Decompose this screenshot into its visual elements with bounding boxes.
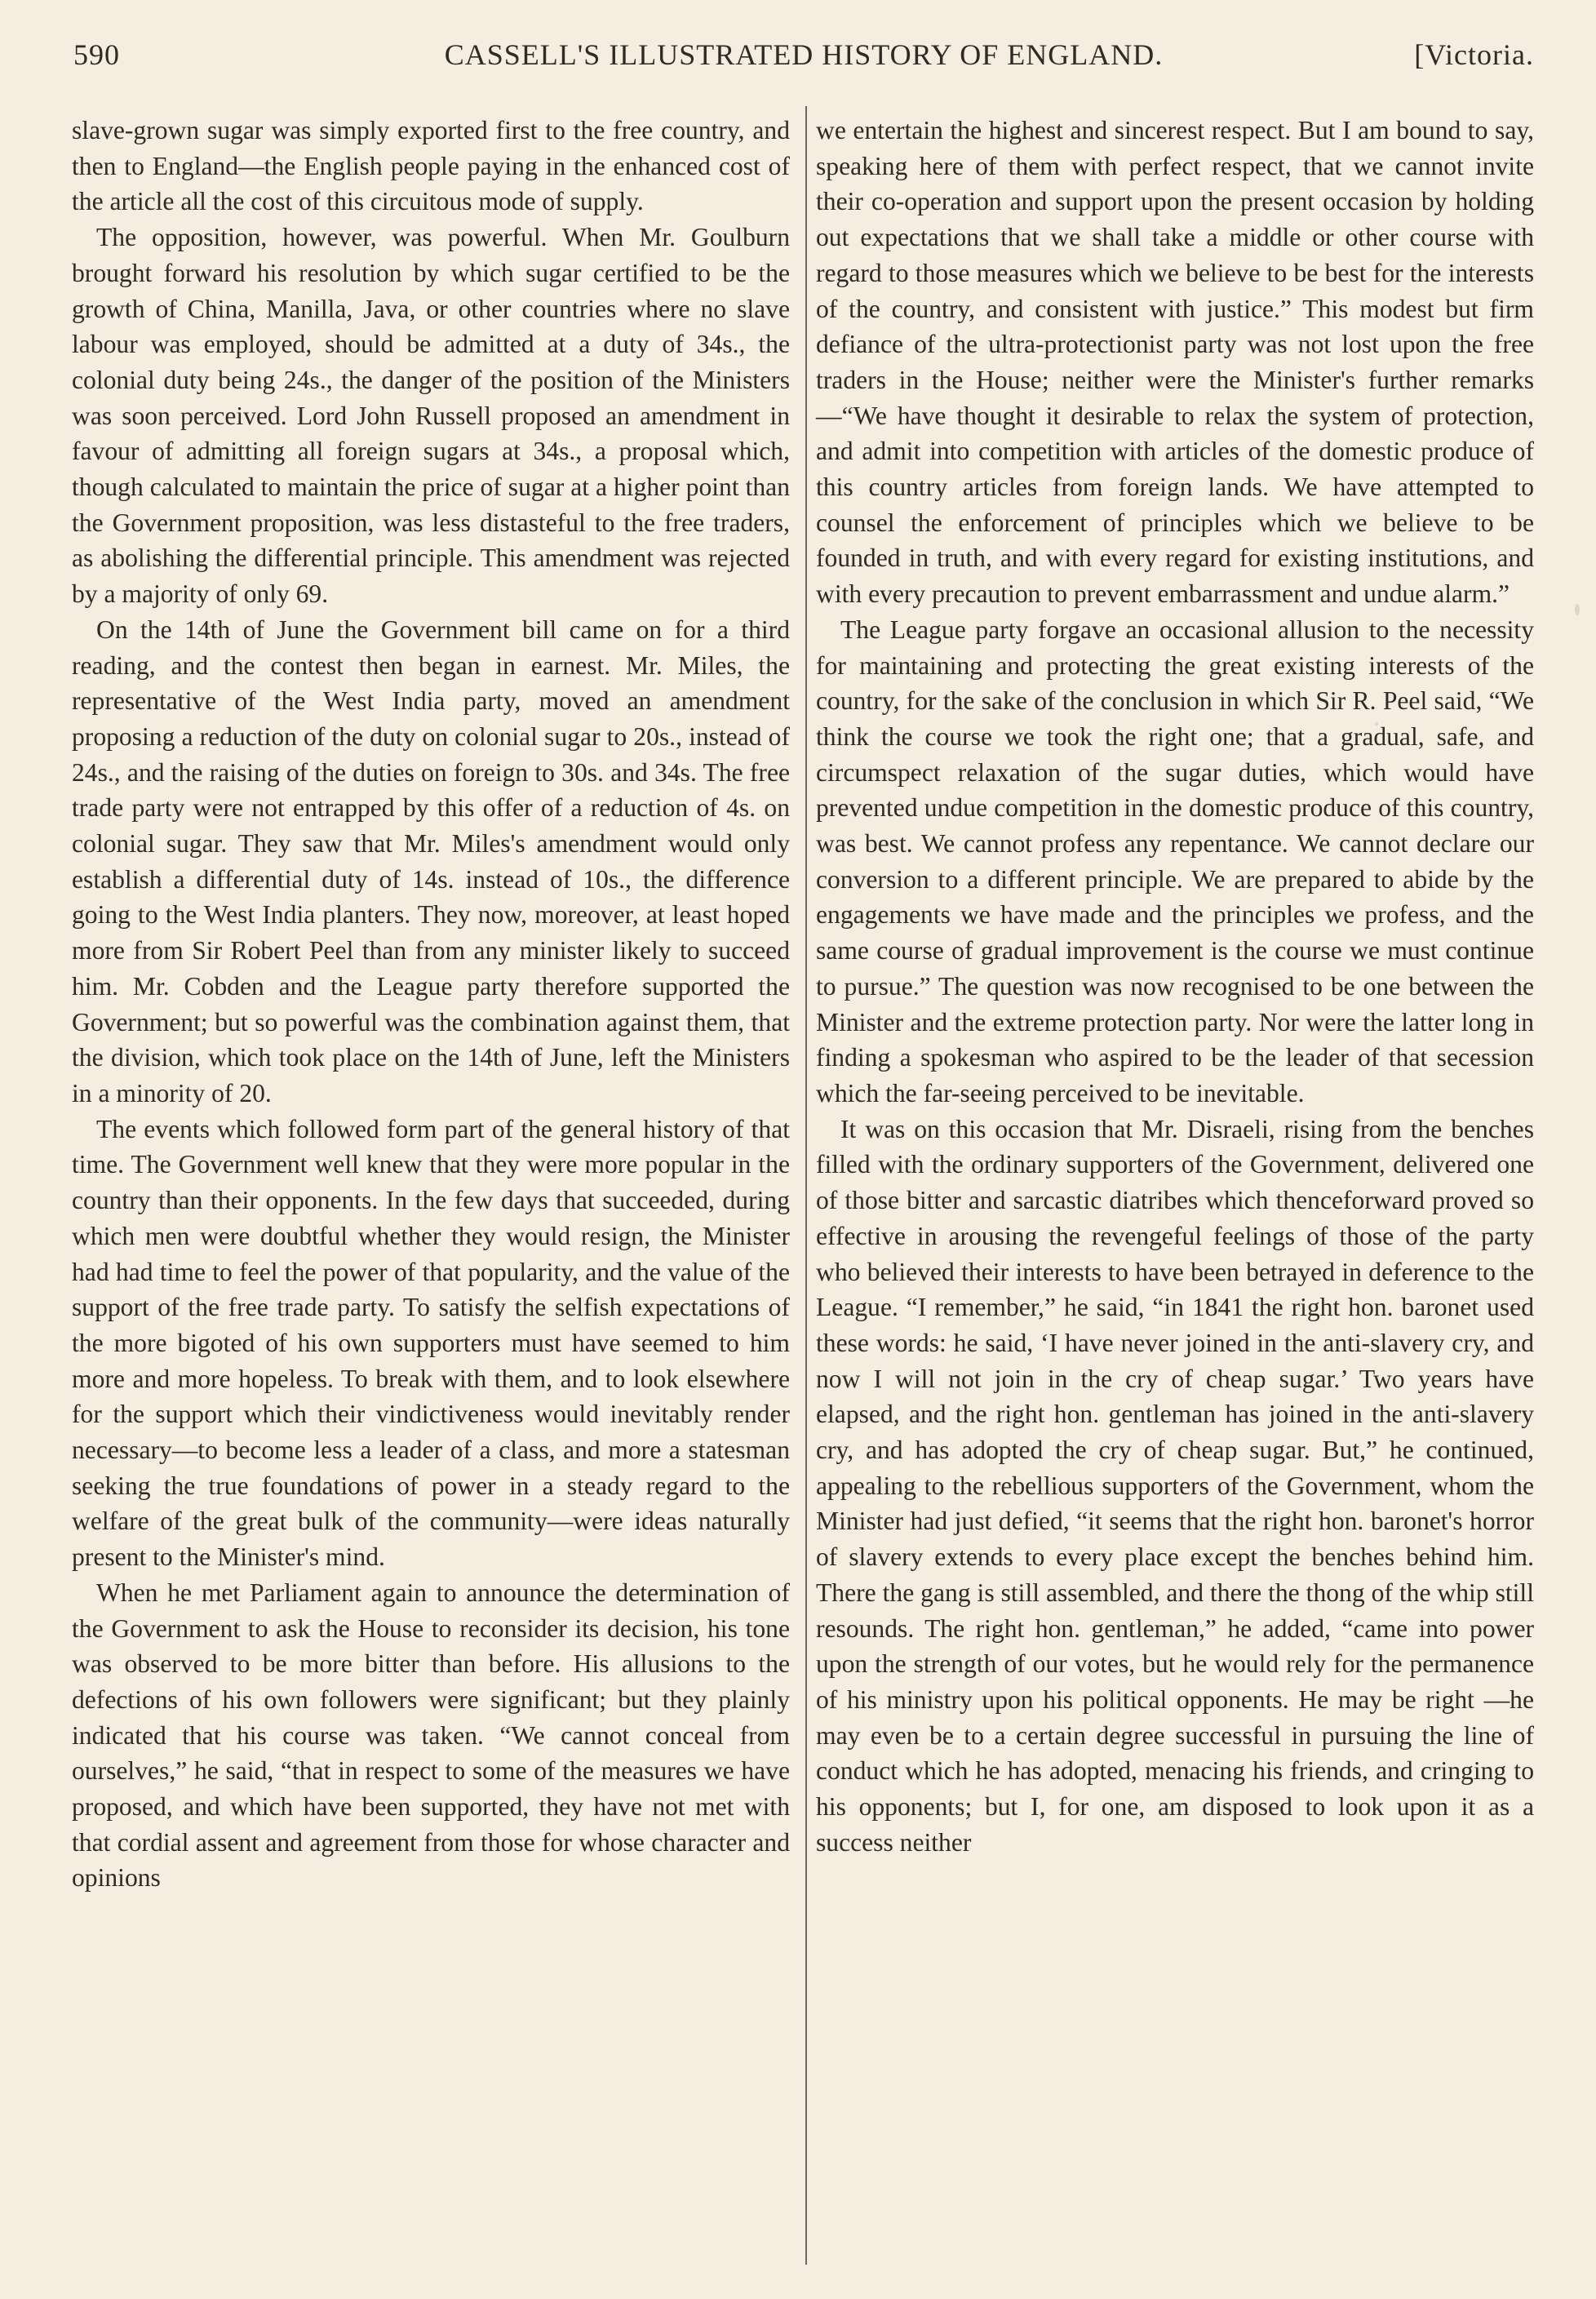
paragraph: The opposition, however, was powerful. When Mr. Goulburn brought forward his resolution by which sugar certified to be the growth of China, Manilla, Java, or other countries where no slave labour was employed, should be admitted at a duty of 34s., the colonial duty being 24s., the danger of the position of the Ministers was soon perceived. Lord John Russell proposed an amendment in favour of admitting all foreign sugars at 34s., a proposal which, though calculated to maintain the price of sugar at a higher point than the Government proposition, was less distasteful to the free traders, as abolishing the differential principle. This amendment was rejected by a majority of only 69. [72, 223, 790, 609]
paper-speck [1375, 722, 1378, 726]
paragraph: we entertain the highest and sincerest respect. But I am bound to say, speaking here of them with perfect respect, that we cannot invite their co-operation and support upon the present occasion by holding out expectations that we shall take a middle or other course with regard to those measures which we believe to be best for the interests of the country, and consistent with justice.” This modest but firm defiance of the ultra-protectionist party was not lost upon the free traders in the House; neither were the Minister's further remarks—“We have thought it desirable to relax the system of protection, and admit into competition with articles of the domestic produce of this country articles from foreign lands. We have attempted to counsel the enforcement of principles which we believe to be founded in truth, and with every regard for existing institutions, and with every precaution to prevent embarrassment and undue alarm.” [816, 116, 1534, 609]
section-label: [Victoria. [1414, 38, 1534, 71]
paragraph: The League party forgave an occasional allusion to the necessity for maintaining and protecting the great existing interests of the country, for the sake of the conclusion in which Sir R. Peel said, “We think the course we took the right one; that a gradual, safe, and circumspect relaxation of the sugar duties, which would have prevented undue competition in the domestic produce of this country, was best. We cannot profess any repentance. We cannot declare our conversion to a different principle. We are prepared to abide by the engagements we have made and the principles we profess, and the same course of gradual improvement is the course we must continue to pursue.” The question was now recognised to be one between the Minister and the extreme protection party. Nor were the latter long in finding a spokesman who aspired to be the leader of that secession which the far-seeing perceived to be inevitable. [816, 615, 1534, 1107]
paper-speck [1575, 604, 1580, 615]
column-divider [805, 106, 807, 2265]
page-number: 590 [73, 38, 120, 71]
right-column [816, 113, 1534, 1860]
paragraph: It was on this occasion that Mr. Disraeli, rising from the benches filled with the ordinary supporters of the Government, delivered one of those bitter and sarcastic diatribes which thenceforward proved so effective in arousing the revengeful feelings of those of the party who believed their interests to have been betrayed in deference to the League. “I remember,” he said, “in 1841 the right hon. baronet used these words: he said, ‘I have never joined in the anti-slavery cry, and now I will not join in the cry of cheap sugar.’ Two years have elapsed, and the right hon. gentleman has joined in the anti-slavery cry, and has adopted the cry of cheap sugar. But,” he continued, appealing to the rebellious supporters of the Government, whom the Minister had just defied, “it seems that the right hon. baronet's horror of slavery extends to every place except the benches behind him. There the gang is still assembled, and there the thong of the whip still resounds. The right hon. gentleman,” he added, “came into power upon the strength of our votes, but he would rely for the permanence of his ministry upon his political opponents. He may be right —he may even be to a certain degree successful in pursuing the line of conduct which he has adopted, menacing his friends, and cringing to his opponents; but I, for one, am disposed to look upon it as a success neither [816, 1114, 1534, 1857]
left-column [72, 113, 790, 1896]
paragraph: slave-grown sugar was simply exported first to the free country, and then to England—the English people paying in the enhanced cost of the article all the cost of this circuitous mode of supply. [72, 116, 790, 216]
paragraph: On the 14th of June the Government bill came on for a third reading, and the contest then began in earnest. Mr. Miles, the representative of the West India party, moved an amendment proposing a reduction of the duty on colonial sugar to 20s., instead of 24s., and the raising of the duties on foreign to 30s. and 34s. The free trade party were not entrapped by this offer of a reduction of 4s. on colonial sugar. They saw that Mr. Miles's amendment would only establish a differential duty of 14s. instead of 10s., the difference going to the West India planters. They now, moreover, at least hoped more from Sir Robert Peel than from any minister likely to succeed him. Mr. Cobden and the League party therefore supported the Government; but so powerful was the combination against them, that the division, which took place on the 14th of June, left the Ministers in a minority of 20. [72, 615, 790, 1107]
paragraph: The events which followed form part of the general history of that time. The Government well knew that they were more popular in the country than their opponents. In the few days that succeeded, during which men were doubtful whether they would resign, the Minister had had time to feel the power of that popularity, and the value of the support of the free trade party. To satisfy the selfish expectations of the more bigoted of his own supporters must have seemed to him more and more hopeless. To break with them, and to look elsewhere for the support which their vindictiveness would inevitably render necessary—to become less a leader of a class, and more a statesman seeking the true foundations of power in a steady regard to the welfare of the great bulk of the community—were ideas naturally present to the Minister's mind. [72, 1114, 790, 1572]
paragraph: When he met Parliament again to announce the determination of the Government to ask the House to reconsider its decision, his tone was observed to be more bitter than before. His allusions to the defections of his own followers were significant; but they plainly indicated that his course was taken. “We cannot conceal from ourselves,” he said, “that in respect to some of the measures we have proposed, and which have been supported, they have not met with that cordial assent and agreement from those for whose character and opinions [72, 1578, 790, 1893]
running-header [73, 38, 1534, 87]
running-title: CASSELL'S ILLUSTRATED HISTORY OF ENGLAND. [444, 38, 1164, 71]
